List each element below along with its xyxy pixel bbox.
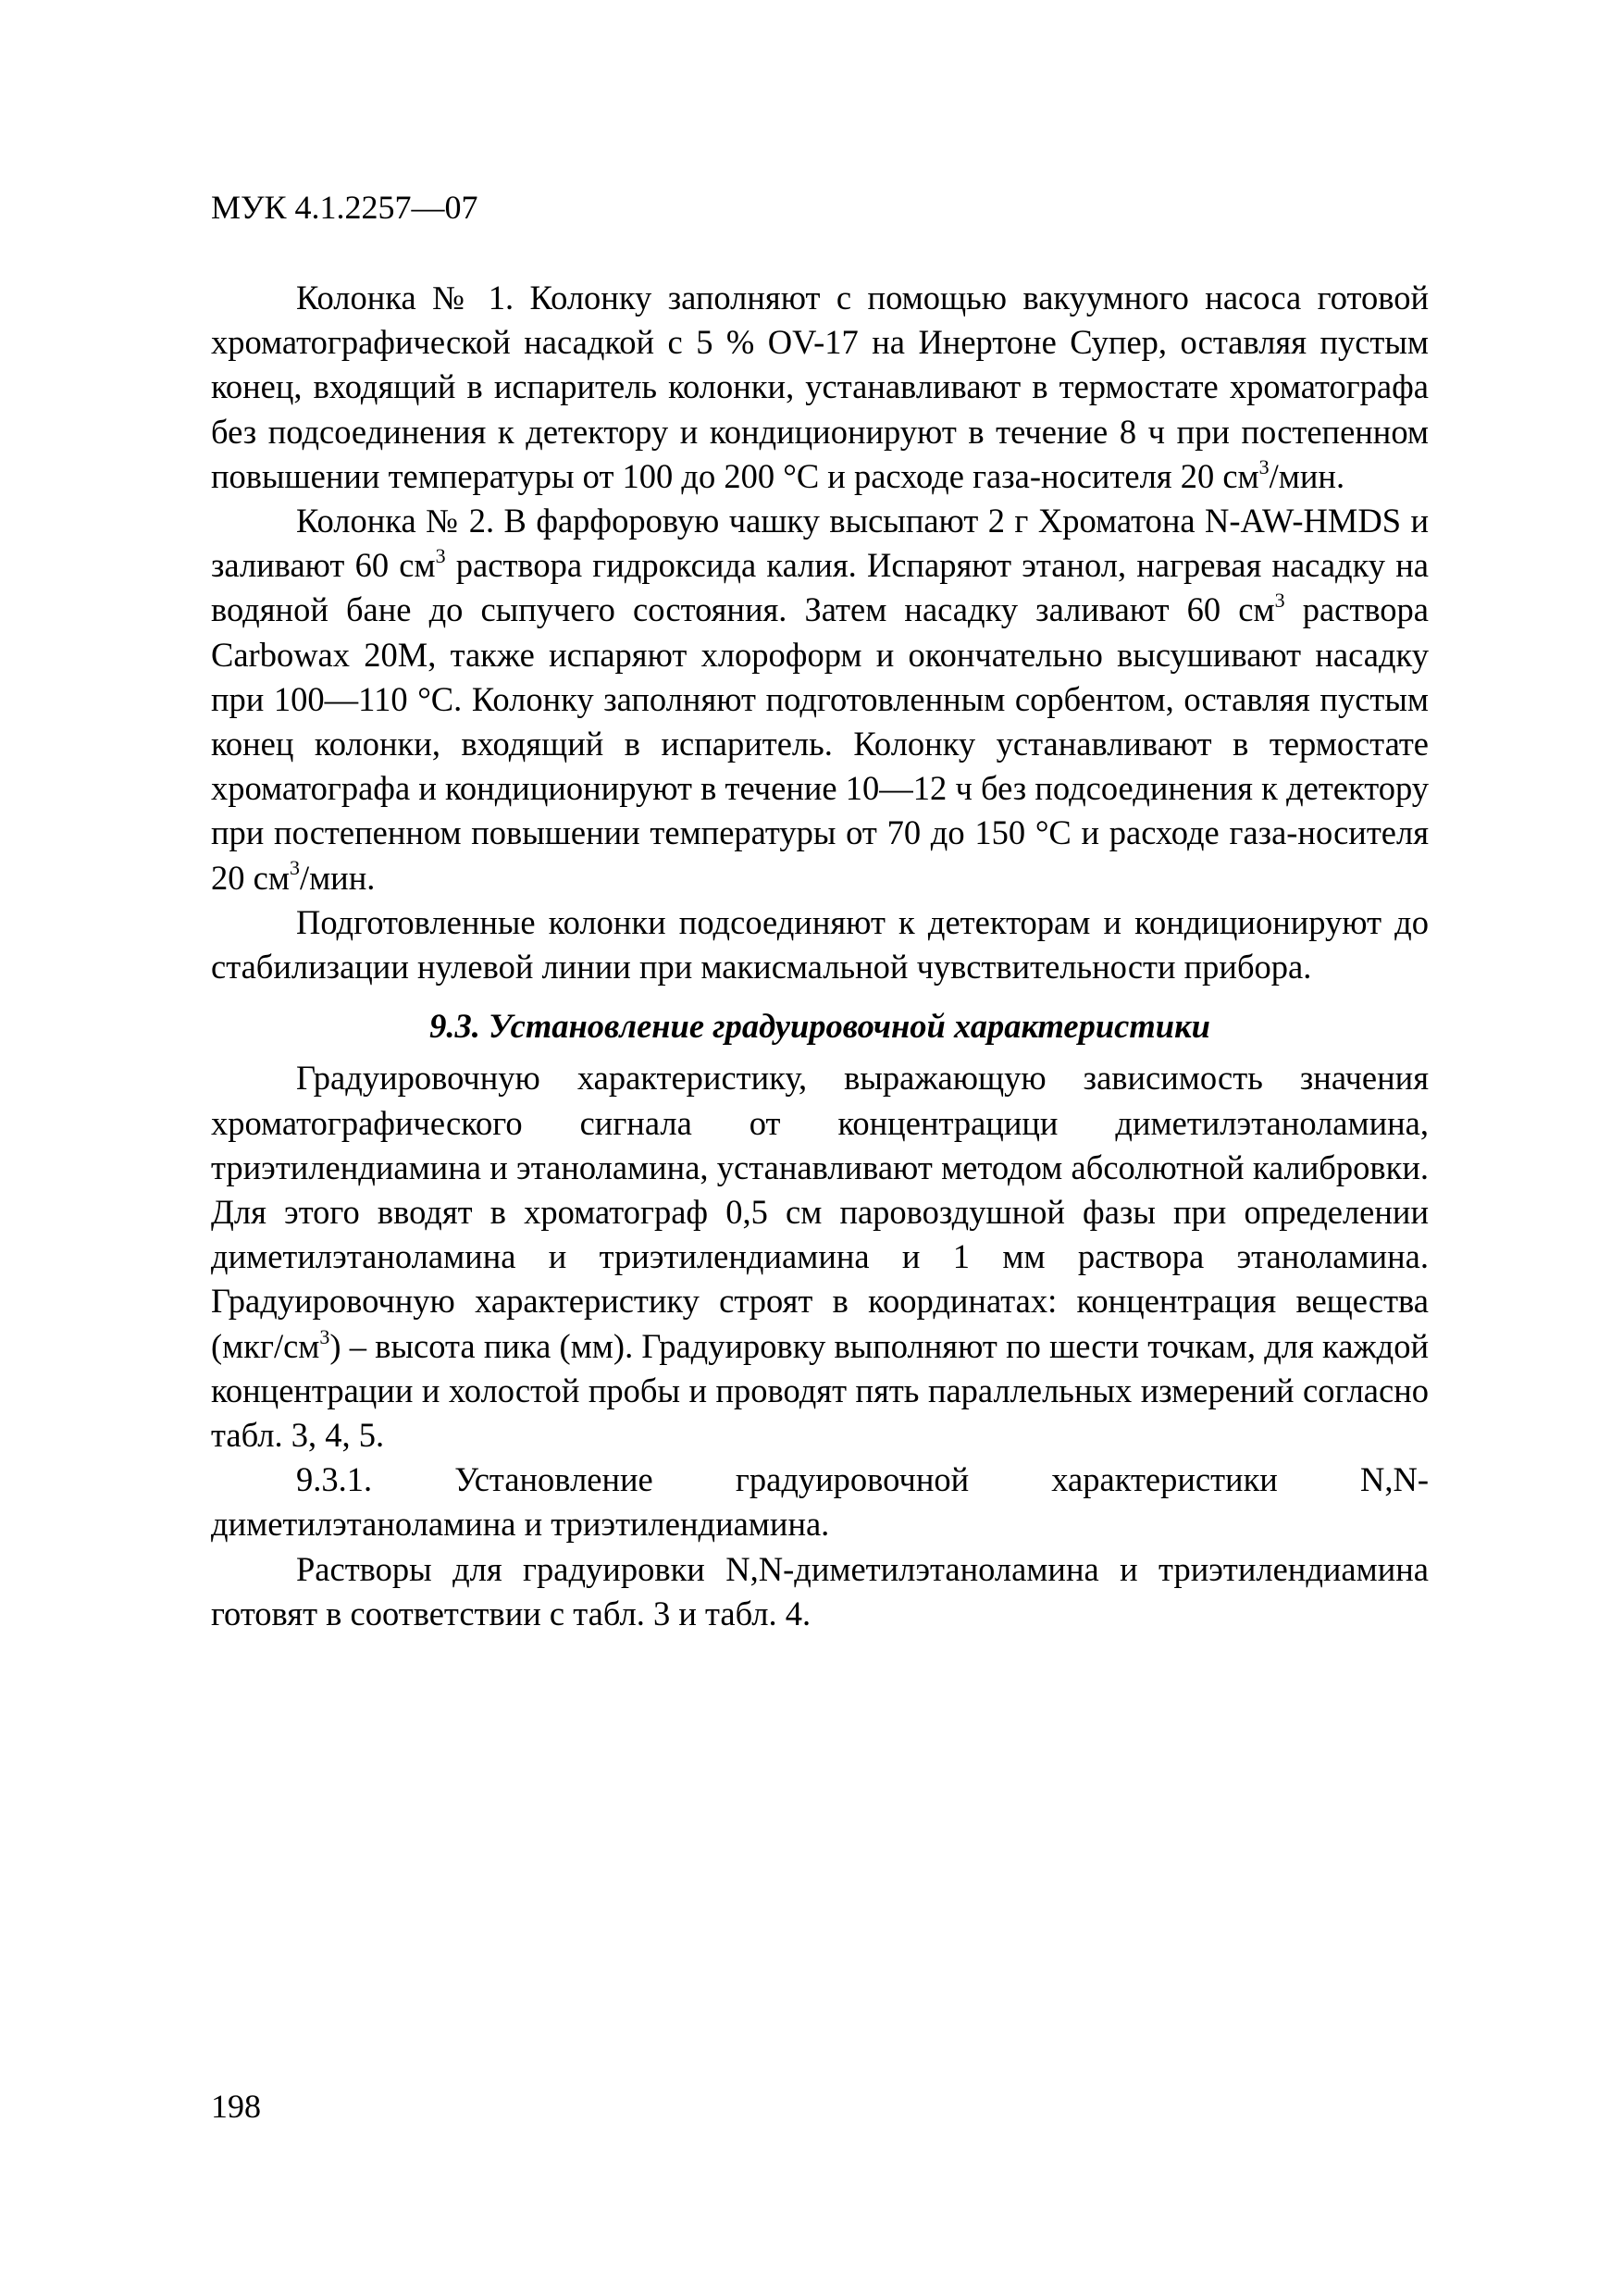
page-number: 198 [211,2088,261,2125]
paragraph-calibration-part-b: ) – высота пика (мм). Градуировку выполняют по шести точкам, для каждой концентрации и холостой пробы и проводят пять параллельных измерений согласно табл. 3, 4, 5. [211,1326,1429,1455]
superscript-cube: 3 [289,856,300,880]
paragraph-column-2-part-a: Колонка № 2. В фарфоровую чашку высыпают 2 г Хроматона N-AW-HMDS и заливают 60 см [211,502,1429,585]
section-heading-9-3: 9.3. Установление градуировочной характеристики [429,1007,1210,1046]
paragraph-column-2-part-c: раствора Carbowax 20M, также испаряют хлороформ и окончательно высушивают насадку при 100—110 °С. Колонку заполняют подготовленным сорбентом, оставляя пустым конец колонки, входящий в испаритель. Колонку устанавливают в термостате хроматографа и кондиционируют в течение 10—12 ч без подсоединения к детектору при постепенном повышении температуры от 70 до 150 °С и расходе газа-носителя 20 см [211,590,1430,897]
paragraph-subsection-9-3-1: 9.3.1. Установление градуировочной характеристики N,N-диметилэтаноламина и триэтилендиамина. [211,1460,1429,1544]
paragraph-column-2-part-b: раствора гидроксида калия. Испаряют этанол, нагревая насадку на водяной бане до сыпучего состояния. Затем насадку заливают 60 см [211,546,1429,629]
paragraph-column-2 [211,499,1429,900]
page-header-doc-code: МУК 4.1.2257—07 [211,189,478,226]
paragraph-column-1-text: Колонка № 1. Колонку заполняют с помощью вакуумного насоса готовой хроматографической насадкой с 5 % OV-17 на Инертоне Супер, оставляя пустым конец, входящий в испаритель колонки, устанавливают в термостате хроматографа без подсоединения к детектору и кондиционируют в течение 8 ч при постепенном повышении температуры от 100 до 200 °С и расходе газа-носителя 20 см [211,279,1429,495]
superscript-cube: 3 [319,1324,330,1348]
paragraph-conditioning: Подготовленные колонки подсоединяют к детекторам и кондиционируют до стабилизации нулевой линии при макисмальной чувствительности прибора. [211,902,1429,987]
document-body [211,276,1429,1636]
superscript-cube: 3 [1258,454,1270,478]
paragraph-column-1 [211,276,1429,499]
paragraph-solutions: Растворы для градуировки N,N-диметилэтаноламина и триэтилендиамина готовят в соответствии с табл. 3 и табл. 4. [211,1549,1429,1632]
paragraph-calibration [211,1056,1429,1458]
paragraph-column-2-part-d: /мин. [299,858,376,897]
superscript-cube: 3 [435,544,446,568]
paragraph-column-1-end: /мин. [1269,456,1345,495]
superscript-cube: 3 [1274,589,1285,613]
paragraph-calibration-part-a: Градуировочную характеристику, выражающую зависимость значения хроматографического сигнала от концентрацици диметилэтаноламина, триэтилендиамина и этаноламина, устанавливают методом абсолютной калибровки. Для этого вводят в хроматограф 0,5 см паровоздушной фазы при определении диметилэтаноламина и триэтилендиамина и 1 мм раствора этаноламина. Градуировочную характеристику строят в координатах: концентрация вещества (мкг/см [211,1059,1429,1365]
